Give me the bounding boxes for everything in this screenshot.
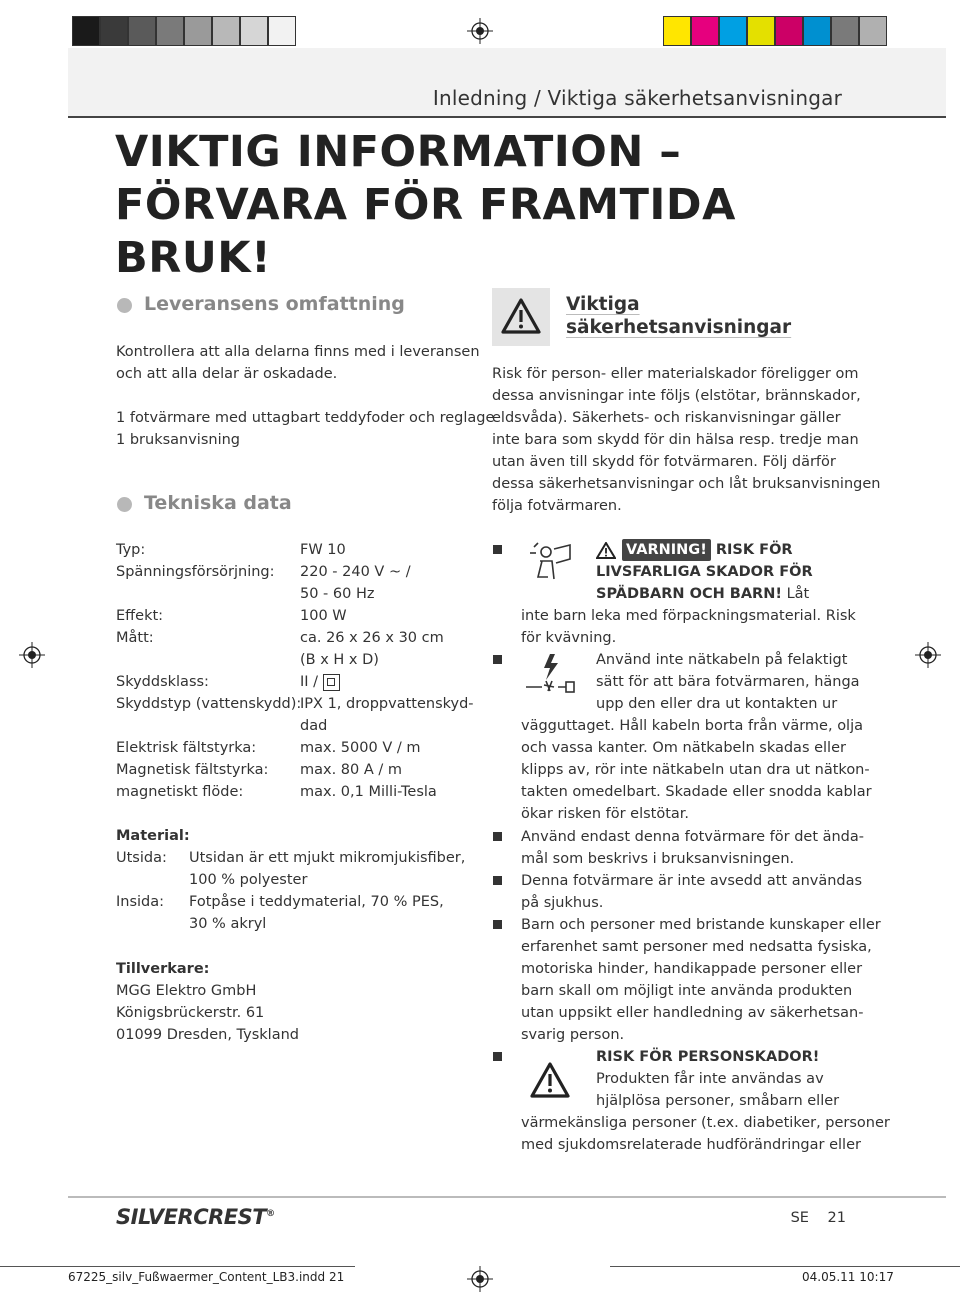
material-label: Utsida:	[116, 850, 167, 866]
warning-badge: VARNING!	[622, 539, 711, 561]
safety-heading-line: säkerhetsanvisningar	[566, 317, 792, 338]
list-bullet-icon	[493, 832, 502, 841]
list-bullet-icon	[493, 545, 502, 554]
tech-label: magnetiskt flöde:	[116, 784, 244, 800]
page-info	[791, 1210, 846, 1226]
header-rule	[68, 116, 946, 118]
slug-rule	[610, 1266, 960, 1267]
cable-line: Använd inte nätkabeln på felaktigt	[596, 652, 848, 668]
tech-value: 50 - 60 Hz	[300, 586, 375, 602]
safety-intro-line: följa fotvärmaren.	[492, 498, 622, 514]
color-bar-swatch	[156, 16, 184, 46]
safety-intro-line: utan även till skydd för fotvärmaren. Följ därför	[492, 454, 836, 470]
color-bar-swatch	[747, 16, 775, 46]
material-value: Utsidan är ett mjukt mikromjukisfiber,	[189, 850, 466, 866]
tech-value: 100 W	[300, 608, 347, 624]
injury-line: Produkten får inte användas av	[596, 1071, 824, 1087]
cable-line: vägguttaget. Håll kabeln borta från värme, olja	[521, 718, 864, 734]
tech-value: dad	[300, 718, 328, 734]
tech-label: Skyddstyp (vattenskydd):	[116, 696, 302, 712]
children-line: barn skall om möjligt inte använda produkten	[521, 983, 853, 999]
warning1-line: för kvävning.	[521, 630, 617, 646]
manufacturer-line: 01099 Dresden, Tyskland	[116, 1027, 299, 1043]
color-bar-swatch	[719, 16, 747, 46]
tech-label: Elektrisk fältstyrka:	[116, 740, 257, 756]
material-label: Insida:	[116, 894, 165, 910]
color-bar-swatch	[268, 16, 296, 46]
page-title-line: BRUK!	[115, 233, 272, 283]
page-title-line: FÖRVARA FÖR FRAMTIDA	[115, 180, 736, 230]
warning1-line: inte barn leka med förpackningsmaterial. Risk	[521, 608, 856, 624]
tech-value: II /	[300, 674, 319, 690]
tech-label: Mått:	[116, 630, 154, 646]
warning-triangle-icon	[596, 542, 616, 559]
material-value: 100 % polyester	[189, 872, 308, 888]
color-bar-swatch	[100, 16, 128, 46]
children-line: Barn och personer med bristande kunskaper eller	[521, 917, 881, 933]
cable-line: ökar risken för elstötar.	[521, 806, 690, 822]
safety-heading-line: Viktiga	[566, 294, 640, 315]
damaged-cable-icon	[524, 651, 578, 705]
double-insulation-icon	[323, 674, 340, 691]
registration-mark-icon	[467, 1266, 493, 1292]
color-bar-swatch	[859, 16, 887, 46]
material-value: 30 % akryl	[189, 916, 267, 932]
cable-line: takten omedelbart. Skadade eller snodda kablar	[521, 784, 872, 800]
use-line: mål som beskrivs i bruksanvisningen.	[521, 851, 795, 867]
registered-mark: ®	[266, 1209, 275, 1219]
tech-value: 220 - 240 V ~ /	[300, 564, 411, 580]
tech-label: Spänningsförsörjning:	[116, 564, 275, 580]
tech-value: ca. 26 x 26 x 30 cm	[300, 630, 444, 646]
section-bullet-icon	[117, 298, 132, 313]
tech-label: Skyddsklass:	[116, 674, 209, 690]
tech-label: Magnetisk fältstyrka:	[116, 762, 269, 778]
warning1-title	[596, 539, 793, 561]
color-bar-swatch	[803, 16, 831, 46]
delivery-line: 1 bruksanvisning	[116, 432, 240, 448]
use-line: Använd endast denna fotvärmare för det ända-	[521, 829, 865, 845]
manufacturer-heading: Tillverkare:	[116, 961, 210, 977]
color-bar-swatch	[831, 16, 859, 46]
tech-heading: Tekniska data	[144, 492, 292, 514]
color-bar-swatch	[128, 16, 156, 46]
tech-value: FW 10	[300, 542, 346, 558]
color-bar-swatch	[775, 16, 803, 46]
color-bar-swatch	[691, 16, 719, 46]
slug-rule	[0, 1266, 355, 1267]
safety-intro-line: inte bara som skydd för din hälsa resp. tredje man	[492, 432, 859, 448]
registration-mark-icon	[467, 18, 493, 44]
footer-rule	[68, 1196, 946, 1198]
children-line: erfarenhet samt personer med nedsatta fysiska,	[521, 939, 872, 955]
page-title	[115, 126, 755, 285]
color-bar-swatch	[72, 16, 100, 46]
children-line: svarig person.	[521, 1027, 625, 1043]
warning-triangle-icon	[522, 1052, 578, 1108]
warning1-title-a: RISK FÖR	[715, 542, 793, 558]
children-line: motoriska hinder, handikappade personer eller	[521, 961, 863, 977]
child-choking-icon	[524, 541, 576, 591]
tech-value: max. 0,1 Milli-Tesla	[300, 784, 437, 800]
injury-title: RISK FÖR PERSONSKADOR!	[596, 1049, 820, 1065]
tech-value: (B x H x D)	[300, 652, 379, 668]
not-for-line: på sjukhus.	[521, 895, 604, 911]
tech-label: Effekt:	[116, 608, 164, 624]
header-title: Inledning / Viktiga säkerhetsanvisningar	[432, 86, 842, 110]
list-bullet-icon	[493, 1052, 502, 1061]
injury-line: hjälplösa personer, småbarn eller	[596, 1093, 840, 1109]
tech-label: Typ:	[116, 542, 146, 558]
cable-line: upp den eller dra ut kontakten ur	[596, 696, 838, 712]
injury-line: med sjukdomsrelaterade hudförändringar eller	[521, 1137, 861, 1153]
slug-timestamp: 04.05.11 10:17	[802, 1270, 894, 1284]
material-value: Fotpåse i teddymaterial, 70 % PES,	[189, 894, 444, 910]
list-bullet-icon	[493, 920, 502, 929]
warning-triangle-icon	[492, 288, 550, 346]
delivery-line: Kontrollera att alla delarna finns med i leveransen	[116, 344, 480, 360]
list-bullet-icon	[493, 876, 502, 885]
language-code: SE	[790, 1210, 809, 1226]
tech-value: max. 80 A / m	[300, 762, 403, 778]
delivery-line: 1 fotvärmare med uttagbart teddyfoder och reglage	[116, 410, 495, 426]
cable-line: klipps av, rör inte nätkabeln utan dra ut nätkon-	[521, 762, 870, 778]
color-bar-swatch	[240, 16, 268, 46]
delivery-line: och att alla delar är oskadade.	[116, 366, 338, 382]
safety-intro-line: Risk för person- eller materialskador föreligger om	[492, 366, 859, 382]
material-heading: Material:	[116, 828, 190, 844]
color-bar-swatch	[184, 16, 212, 46]
safety-heading	[566, 293, 791, 339]
section-bullet-icon	[117, 497, 132, 512]
list-bullet-icon	[493, 655, 502, 664]
color-bar-swatch	[212, 16, 240, 46]
warning1-title-b: LIVSFARLIGA SKADOR FÖR	[596, 564, 813, 580]
registration-mark-icon	[915, 642, 941, 668]
brand-logo	[116, 1205, 275, 1229]
color-bar-swatch	[663, 16, 691, 46]
safety-intro-line: dessa säkerhetsanvisningar och låt bruksanvisningen	[492, 476, 881, 492]
slug-filename: 67225_silv_Fußwaermer_Content_LB3.indd 21	[68, 1270, 345, 1284]
page-number: 21	[827, 1210, 846, 1226]
not-for-line: Denna fotvärmare är inte avsedd att användas	[521, 873, 863, 889]
warning1-title-c: SPÄDBARN OCH BARN!	[596, 586, 782, 602]
registration-mark-icon	[19, 642, 45, 668]
manufacturer-line: MGG Elektro GmbH	[116, 983, 257, 999]
page-title-line: VIKTIG INFORMATION –	[115, 127, 682, 177]
cable-line: sätt för att bära fotvärmaren, hänga	[596, 674, 860, 690]
children-line: utan uppsikt eller handledning av säkerhetsan-	[521, 1005, 864, 1021]
tech-value: IPX 1, droppvattenskyd-	[300, 696, 474, 712]
warning1-title-c-line	[596, 583, 809, 605]
safety-intro-line: eldsvåda). Säkerhets- och riskanvisningar gäller	[492, 410, 841, 426]
brand-logo-text: SILVERCREST	[116, 1205, 267, 1229]
safety-intro-line: dessa anvisningar inte följs (elstötar, brännskador,	[492, 388, 861, 404]
warning1-tail: Låt	[786, 586, 810, 602]
tech-value: max. 5000 V / m	[300, 740, 421, 756]
manufacturer-line: Königsbrückerstr. 61	[116, 1005, 265, 1021]
delivery-heading: Leveransens omfattning	[144, 293, 405, 315]
cable-line: och vassa kanter. Om nätkabeln skadas eller	[521, 740, 846, 756]
injury-line: värmekänsliga personer (t.ex. diabetiker, personer	[521, 1115, 890, 1131]
